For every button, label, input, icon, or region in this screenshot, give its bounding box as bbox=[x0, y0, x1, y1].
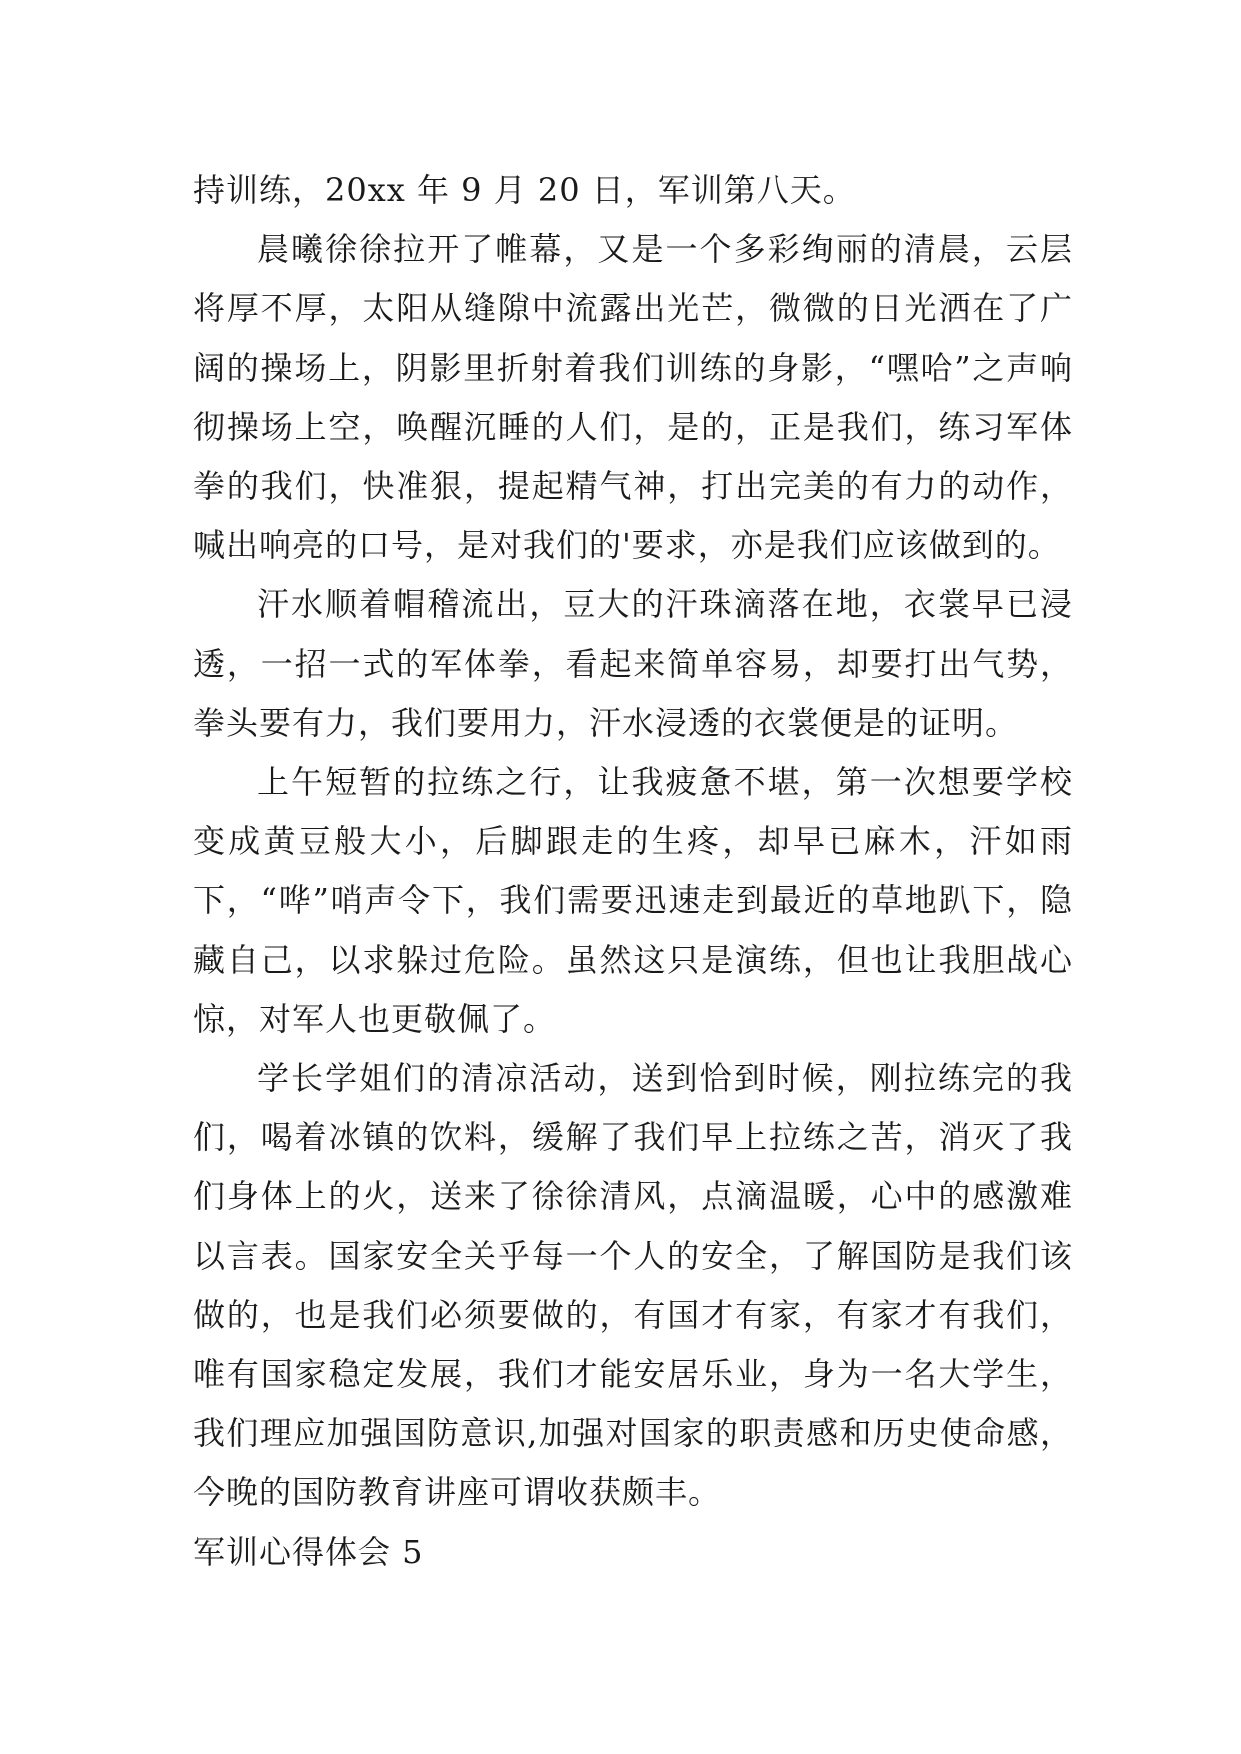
paragraph-dawn-training: 晨曦徐徐拉开了帷幕，又是一个多彩绚丽的清晨，云层将厚不厚，太阳从缝隙中流露出光芒，微微的日光洒在了广阔的操场上，阴影里折射着我们训练的身影，“嘿哈”之声响彻操场上空，唤醒沉睡的人们，是的，正是我们，练习军体拳的我们，快准狠，提起精气神，打出完美的有力的动作，喊出响亮的口号，是对我们的'要求，亦是我们应该做到的。 bbox=[193, 230, 1073, 565]
paragraph-continuation: 持训练，20xx 年 9 月 20 日，军训第八天。 bbox=[193, 171, 856, 209]
paragraph-march-drill: 上午短暂的拉练之行，让我疲惫不堪，第一次想要学校变成黄豆般大小，后脚跟走的生疼，却早已麻木，汗如雨下，“哗”哨声令下，我们需要迅速走到最近的草地趴下，隐藏自己，以求躲过危险。虽然这只是演练，但也让我胆战心惊，对军人也更敬佩了。 bbox=[193, 763, 1073, 1038]
document-body bbox=[193, 161, 1073, 1582]
paragraph-sweat: 汗水顺着帽稽流出，豆大的汗珠滴落在地，衣裳早已浸透，一招一式的军体拳，看起来简单容易，却要打出气势，拳头要有力，我们要用力，汗水浸透的衣裳便是的证明。 bbox=[193, 585, 1073, 742]
section-heading: 军训心得体会 5 bbox=[193, 1532, 424, 1571]
paragraph-national-defense: 学长学姐们的清凉活动，送到恰到时候，刚拉练完的我们，喝着冰镇的饮料，缓解了我们早上拉练之苦，消灭了我们身体上的火，送来了徐徐清风，点滴温暖，心中的感激难以言表。国家安全关乎每一个人的安全，了解国防是我们该做的，也是我们必须要做的，有国才有家，有家才有我们，唯有国家稳定发展，我们才能安居乐业，身为一名大学生，我们理应加强国防意识,加强对国家的职责感和历史使命感，今晚的国防教育讲座可谓收获颇丰。 bbox=[193, 1059, 1073, 1512]
